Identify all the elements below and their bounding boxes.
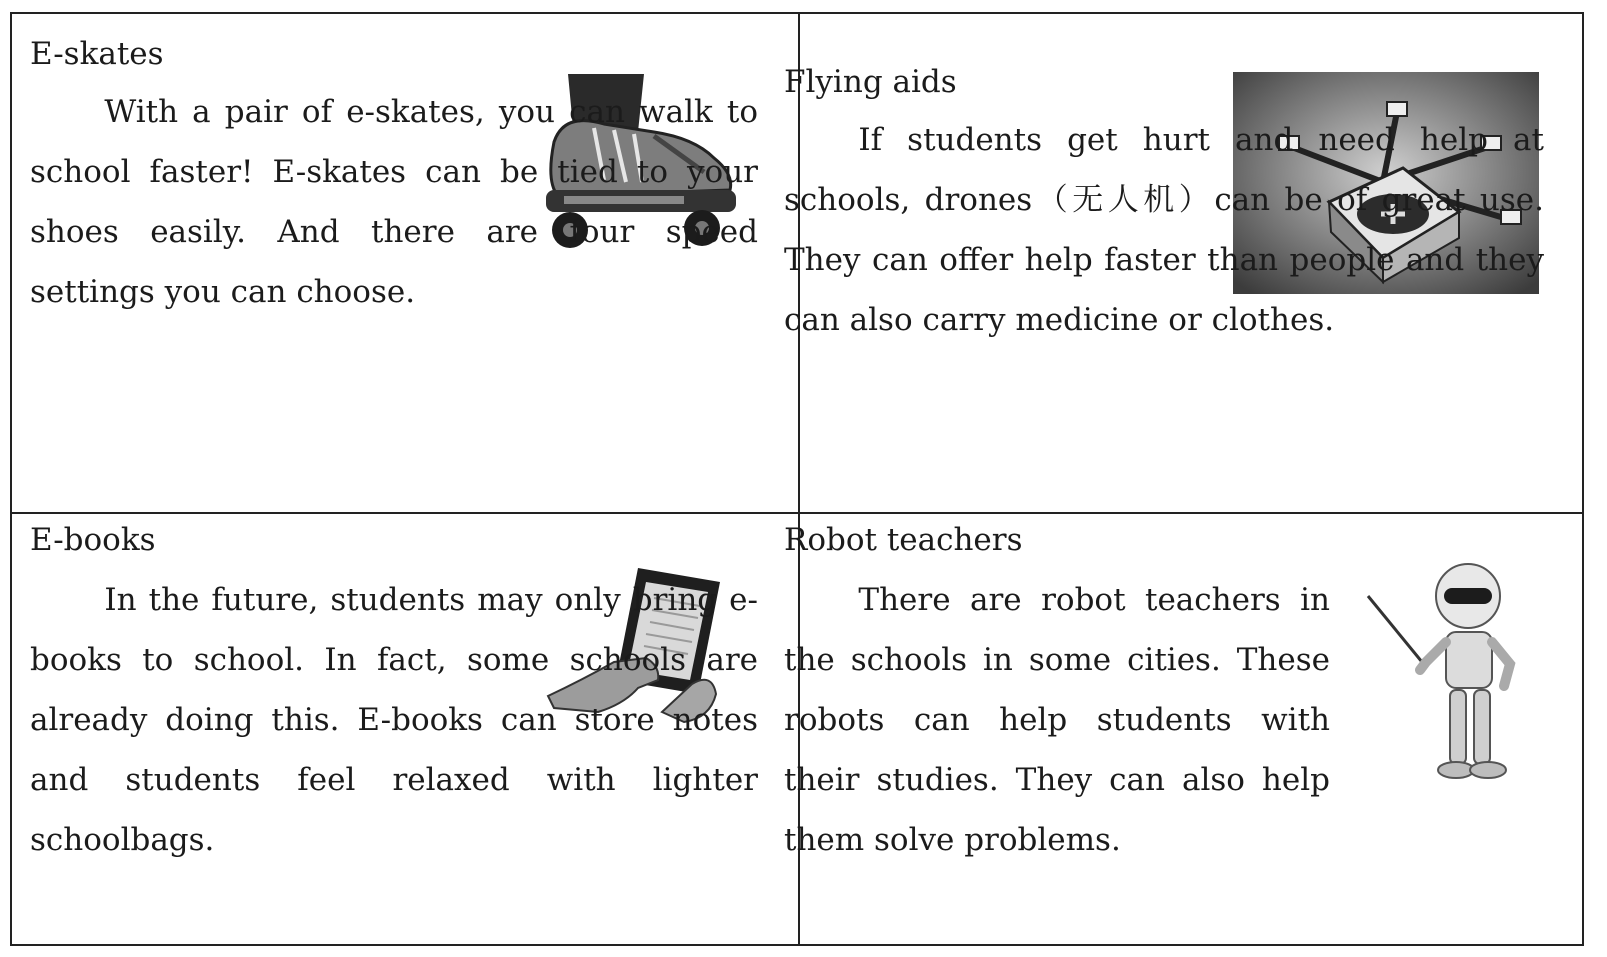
content-table [10,12,1584,946]
cell-robot-teachers [784,514,1584,946]
cell-title: E-books [30,522,156,558]
cell-ebooks [12,514,798,946]
cell-title: E-skates [30,36,164,72]
cell-title: Robot teachers [784,522,1023,558]
cell-body: There are robot teachers in the schools in some cities. These robots can help students with their studies. They can also help them solve problems. [784,582,1330,858]
cell-eskates [12,14,798,512]
cell-title: Flying aids [784,64,957,100]
cell-body: If students get hurt and need help at schools, drones（无人机）can be of great use. They can offer help faster than people and they can also carry medicine or clothes. [784,122,1544,338]
cell-body: With a pair of e-skates, you can walk to school faster! E-skates can be tied to your shoes easily. And there are four speed settings you can choose. [30,94,758,310]
robot-teacher-illustration [1364,558,1524,788]
cell-flying-aids [784,14,1584,512]
cell-body: In the future, students may only bring e-books to school. In fact, some schools are already doing this. E-books can store notes and students feel relaxed with lighter schoolbags. [30,582,758,858]
